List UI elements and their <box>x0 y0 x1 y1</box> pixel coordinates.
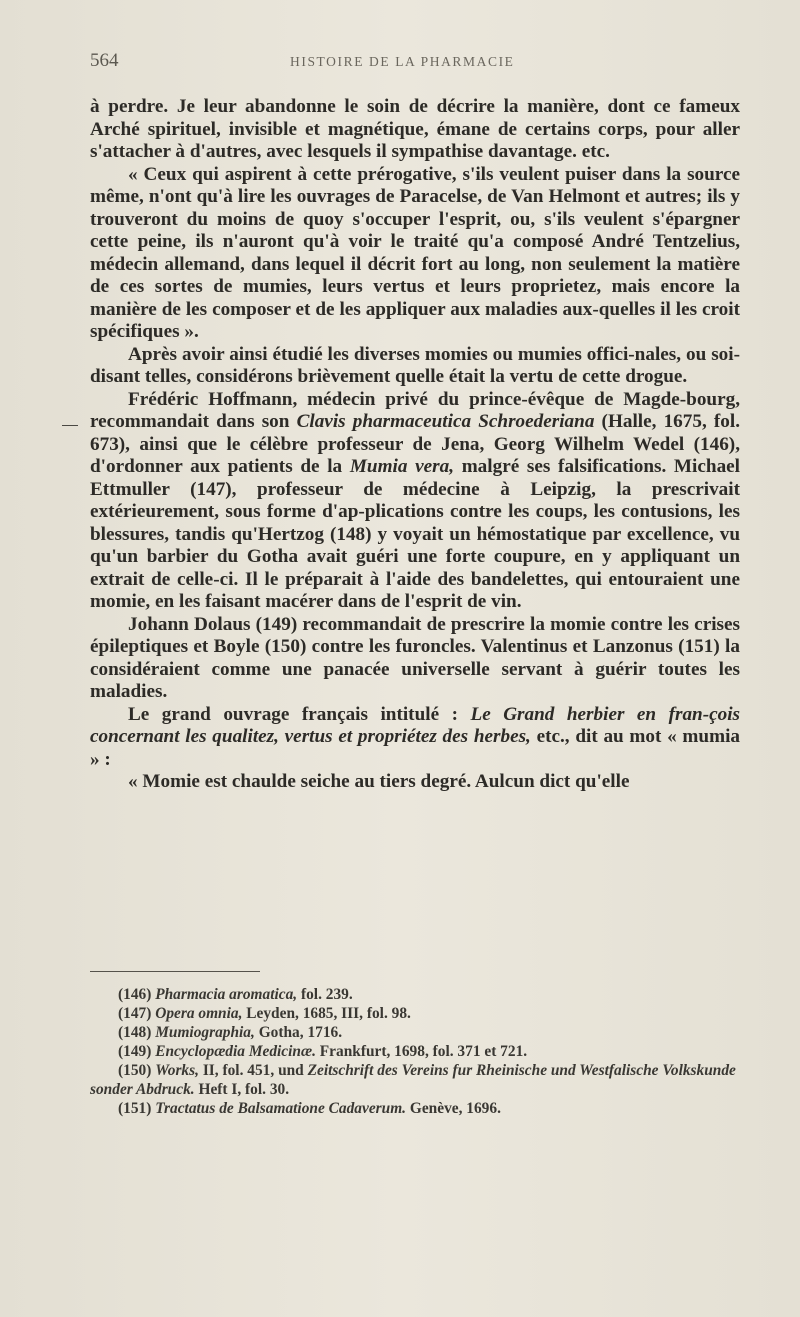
page-header <box>90 50 730 74</box>
footnote-number: (150) <box>118 1062 152 1079</box>
footnote-147 <box>90 1004 740 1023</box>
footnote-detail: Gotha, 1716. <box>254 1024 343 1041</box>
footnote-146 <box>90 985 740 1004</box>
footnote-detail: Genève, 1696. <box>406 1100 501 1117</box>
footnote-title: Encyclopædia Medicinæ. <box>155 1043 316 1060</box>
footnote-number: (151) <box>118 1100 152 1117</box>
footnote-rule <box>90 971 260 972</box>
work-title-clavis: Clavis pharmaceutica Schroederiana <box>296 411 595 432</box>
paragraph-4-part-c: malgré ses falsifications. Michael Ettmuller (147), professeur de médecine à Leipzig, la prescrivait extérieurement, sous forme d'ap-plications contre les coups, les contusions, les blessures, tandis qu'Hertzog (148) y voyait un hémostatique par excellence, vu qu'un barbier du Gotha avait guéri une forte coupure, en y appliquant un extrait de celle-ci. Il le préparait à l'aide des bandelettes, qui entouraient une momie, en les faisant macérer dans de l'esprit de vin. <box>90 456 741 612</box>
footnote-number: (149) <box>118 1043 152 1060</box>
paragraph-6 <box>90 704 740 772</box>
footnote-number: (147) <box>118 1005 152 1022</box>
main-text <box>90 96 740 794</box>
footnote-detail: Frankfurt, 1698, fol. 371 et 721. <box>315 1043 528 1060</box>
footnote-detail: Leyden, 1685, III, fol. 98. <box>242 1005 411 1022</box>
footnote-detail-2: Heft I, fol. 30. <box>194 1081 290 1098</box>
footnote-number: (146) <box>118 986 152 1003</box>
page-number: 564 <box>90 50 119 71</box>
margin-mark <box>62 425 78 426</box>
paragraph-2: « Ceux qui aspirent à cette prérogative, s'ils veulent puiser dans la source même, n'ont qu'à lire les ouvrages de Paracelse, de Van Helmont et autres; ils y trouveront du moins de quoy s'occuper l'esprit, ou, s'ils veulent s'épargner cette peine, ils n'auront qu'à voir le traité qu'a composé André Tentzelius, médecin allemand, dans lequel il décrit fort au long, non seulement la matière de ces sortes de mumies, leurs vertus et leurs proprietez, mais encore la manière de les composer et de les appliquer aux maladies aux-quelles il les croit spécifiques ». <box>90 163 740 342</box>
work-title-mumia-vera: Mumia vera, <box>349 456 455 477</box>
footnote-title: Pharmacia aromatica, <box>155 986 298 1003</box>
paragraph-4-part-b: (Halle, 1675, fol. 673), ainsi que le célèbre professeur de Jena, Georg Wilhelm Wedel (146), d'ordonner aux patients de la <box>90 411 741 477</box>
paragraph-6-part-b: etc., dit au mot « mumia » : <box>90 726 740 770</box>
footnotes <box>90 985 740 1118</box>
footnote-title-2: Zeitschrift des Vereins fur Rheinische und Westfalische Volkskunde sonder Abdruck. <box>90 1062 736 1098</box>
footnote-151 <box>90 1099 740 1118</box>
footnote-detail: fol. 239. <box>297 986 353 1003</box>
paragraph-3: Après avoir ainsi étudié les diverses momies ou mumies offici-nales, ou soi-disant telles, considérons brièvement quelle était la vertu de cette drogue. <box>90 343 740 387</box>
paragraph-4-part-a: Frédéric Hoffmann, médecin privé du prince-évêque de Magde-bourg, recommandait dans son <box>90 388 740 432</box>
paragraph-4 <box>90 389 740 614</box>
paragraph-5: Johann Dolaus (149) recommandait de prescrire la momie contre les crises épileptiques et Boyle (150) contre les furoncles. Valentinus et Lanzonus (151) la considéraient comme une panacée universelle servant à guérir toutes les maladies. <box>90 613 740 702</box>
footnote-detail: II, fol. 451, und <box>198 1062 308 1079</box>
work-title-grand-herbier: Le Grand herbier en fran-çois concernant les qualitez, vertus et propriétez des herbes, <box>90 703 741 747</box>
footnote-title: Mumiographia, <box>155 1024 255 1041</box>
footnote-title: Opera omnia, <box>155 1005 243 1022</box>
footnote-150 <box>90 1061 740 1099</box>
footnote-148 <box>90 1023 740 1042</box>
paragraph-7: « Momie est chaulde seiche au tiers degré. Aulcun dict qu'elle <box>128 771 630 792</box>
paragraph-1: à perdre. Je leur abandonne le soin de décrire la manière, dont ce fameux Arché spirituel, invisible et magnétique, émane de certains corps, pour aller s'attacher à d'autres, avec lesquels il sympathise davantage. etc. <box>90 96 740 162</box>
footnote-149 <box>90 1042 740 1061</box>
running-title: HISTOIRE DE LA PHARMACIE <box>290 54 515 69</box>
footnote-title: Works, <box>155 1062 199 1079</box>
footnote-number: (148) <box>118 1024 152 1041</box>
footnote-title: Tractatus de Balsamatione Cadaverum. <box>155 1100 407 1117</box>
paragraph-6-part-a: Le grand ouvrage français intitulé : <box>128 703 471 725</box>
